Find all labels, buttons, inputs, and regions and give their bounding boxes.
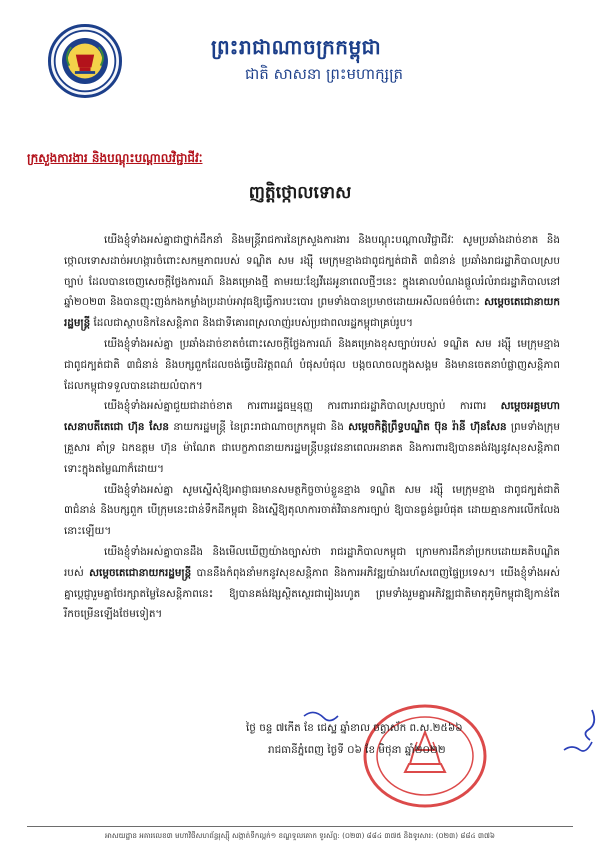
paragraph-text: ព្រមទាំងក្រុមគ្រួសារ គាំទ្រ ឯកឧត្តម ហ៊ុន ម៉ាណែត ជាបេក្ខភាពនាយករដ្ឋមន្ត្រីបន្តវេននាពេលអនាគត និងការពារឱ្យបានគង់វង្សនូវសុខសន្តិភាព ទោះក្នុងតម្លៃណាក៏ដោយ។: [64, 421, 560, 475]
paragraph-text: ដែលជាស្ថាបនិកនៃសន្តិភាព និងជាទីគោរពស្រលាញ់របស់ប្រជាពលរដ្ឋកម្ពុជាគ្រប់រូប។: [90, 317, 414, 330]
document-title: ញត្តិថ្កោលទោស: [248, 183, 352, 203]
kingdom-heading: ព្រះរាជាណាចក្រកម្ពុជា: [211, 35, 382, 59]
national-motto: ជាតិ សាសនា ព្រះមហាក្សត្រ: [245, 65, 404, 83]
paragraph-text: បាននឹងកំពុងនាំមកនូវសុខសន្តិភាព និងការអភិវឌ្ឍយ៉ាងរហ័សពេញផ្ទៃប្រទេស។ យើងខ្ញុំទាំងអស់គ្នាប្តេជ្ញារួមគ្នាថែរក្សាតម្លៃនៃសន្តិភាពនេះ ឱ្យបានគង់វង្សស្ថិតស្ថេរជារៀងរហូត ព្រមទាំងរួមគ្នាអភិវឌ្ឍជាតិមាតុភូមិកម្ពុជាឱ្យកាន់តែរីកចម្រើនឡើងថែមទៀត។: [64, 566, 560, 621]
paragraph-5: [64, 542, 560, 625]
paragraph-text: យើងខ្ញុំទាំងអស់គ្នាជាថ្នាក់ដឹកនាំ និងមន្ត្រីរាជការនៃក្រសួងការងារ និងបណ្តុះបណ្តាលវិជ្ជាជីវៈ សូមប្រឆាំងដាច់ខាត និងថ្កោលទោសដាច់អហង្ការចំពោះសកម្មភាពរបស់ ទណ្ឌិត សម រង្ស៊ី មេក្រុមខ្មាងជាពូជក្បត់ជាតិ ៣ជំនាន់ ប្រឆាំងរាជរដ្ឋាភិបាលស្របច្បាប់ ដែលបានចេញសេចក្តីថ្លែងការណ៍ និងគម្រោងថ្មី តាមរយៈខ្សែវីដេអូនាពេលថ្មីៗនេះ ក្នុងគោលបំណងផ្តួលរំលំរាជរដ្ឋាភិបាលនៅឆ្នាំ២០២៣ និងបានញុះញង់កងកម្លាំងប្រដាប់អាវុធឱ្យធ្វើការបះបោរ ព្រមទាំងបានប្រមាថដោយអសីលធម៌ចំពោះ: [64, 234, 560, 309]
pm-title-emphasis: សម្តេចតេជោនាយករដ្ឋមន្ត្រី: [89, 566, 192, 579]
footer-address: អាសយដ្ឋាន អគារលេខ៣ មហាវិថីសហព័ន្ធរុស្ស៊ី សង្កាត់ទឹកល្អក់១ ខណ្ឌទួលគោក ទូរស័ព្ទ: (០២៣) ៨៨៤ ៣៧៥ និងទូរសារ: (០២៣) ៨៨៤ ៣៧៦: [105, 831, 495, 840]
paragraph-2: [64, 334, 560, 396]
document-body: [64, 230, 560, 625]
date-lunar: ថ្ងៃ ចន្ទ ៧កើត ខែ ជេស្ឋ ឆ្នាំខាល ចត្វាស័ក ព.ស.២៥៦៦: [246, 722, 463, 734]
ministry-name: ក្រសួងការងារ និងបណ្តុះបណ្តាលវិជ្ជាជីវៈ: [27, 151, 203, 165]
pm-title-emphasis: សម្តេចតេជោនាយករដ្ឋមន្ត្រី: [64, 296, 560, 330]
spouse-name-emphasis: សម្តេចកិត្តិព្រឹទ្ធបណ្ឌិត ប៊ុន រ៉ានី ហ៊ុនសែន: [348, 421, 507, 434]
date-gregorian: រាជធានីភ្នំពេញ ថ្ងៃទី ០៦ ខែ មិថុនា ឆ្នាំ២០២២: [268, 744, 446, 756]
paragraph-text: យើងខ្ញុំទាំងអស់គ្នា ប្រឆាំងដាច់ខាតចំពោះសេចក្តីថ្លែងការណ៍ និងគម្រោងខុសច្បាប់របស់ ទណ្ឌិត សម រង្ស៊ី មេក្រុមខ្មាង ជាពូជក្បត់ជាតិ ៣ជំនាន់ និងបក្សពួកដែលចង់ធ្វើបដិវត្តពណ៌ បំផុសបំផុល បង្កចលាចលក្នុងសង្គម និងមានចេតនាបំផ្លាញសន្តិភាពដែលកម្ពុជាទទួលបានដោយលំបាក។: [64, 337, 560, 392]
signature-icon: [302, 704, 600, 770]
paragraph-text: នាយករដ្ឋមន្ត្រី នៃព្រះរាជាណាចក្រកម្ពុជា និង: [168, 421, 349, 434]
pm-name-emphasis: សម្តេចអគ្គមហាសេនាបតីតេជោ ហ៊ុន សែន: [64, 400, 560, 434]
paragraph-text: យើងខ្ញុំទាំងអស់គ្នាជួយជាដាច់ខាត ការពាររដ្ឋធម្មនុញ្ញ ការពាររាជរដ្ឋាភិបាលស្របច្បាប់ ការពារ: [104, 400, 501, 413]
paragraph-text: យើងខ្ញុំទាំងអស់គ្នា សូមស្នើសុំឱ្យអាជ្ញាធរមានសមត្ថកិច្ចចាប់ខ្លួនខ្មាង ទណ្ឌិត សម រង្ស៊ី មេក្រុមខ្មាង ជាពូជក្បត់ជាតិ ៣ជំនាន់ និងបក្សពួក បើក្រុមនេះជាន់ទឹកដីកម្ពុជា និងស្នើឱ្យតុលាការចាត់វិធានការច្បាប់ ឱ្យបានធ្ងន់ធ្ងរបំផុត ដោយគ្មានការលើកលែងនោះឡើយ។: [64, 483, 560, 538]
ministry-emblem-icon: [48, 24, 122, 98]
paragraph-text: យើងខ្ញុំទាំងអស់គ្នាបានដឹង និងមើលឃើញយ៉ាងច្បាស់ថា រាជរដ្ឋាភិបាលកម្ពុជា ក្រោមការដឹកនាំប្រកបដោយគតិបណ្ឌិតរបស់: [64, 545, 560, 579]
footer-divider: [27, 826, 573, 827]
paragraph-1: [64, 230, 560, 334]
paragraph-3: [64, 396, 560, 479]
paragraph-4: [64, 480, 560, 542]
